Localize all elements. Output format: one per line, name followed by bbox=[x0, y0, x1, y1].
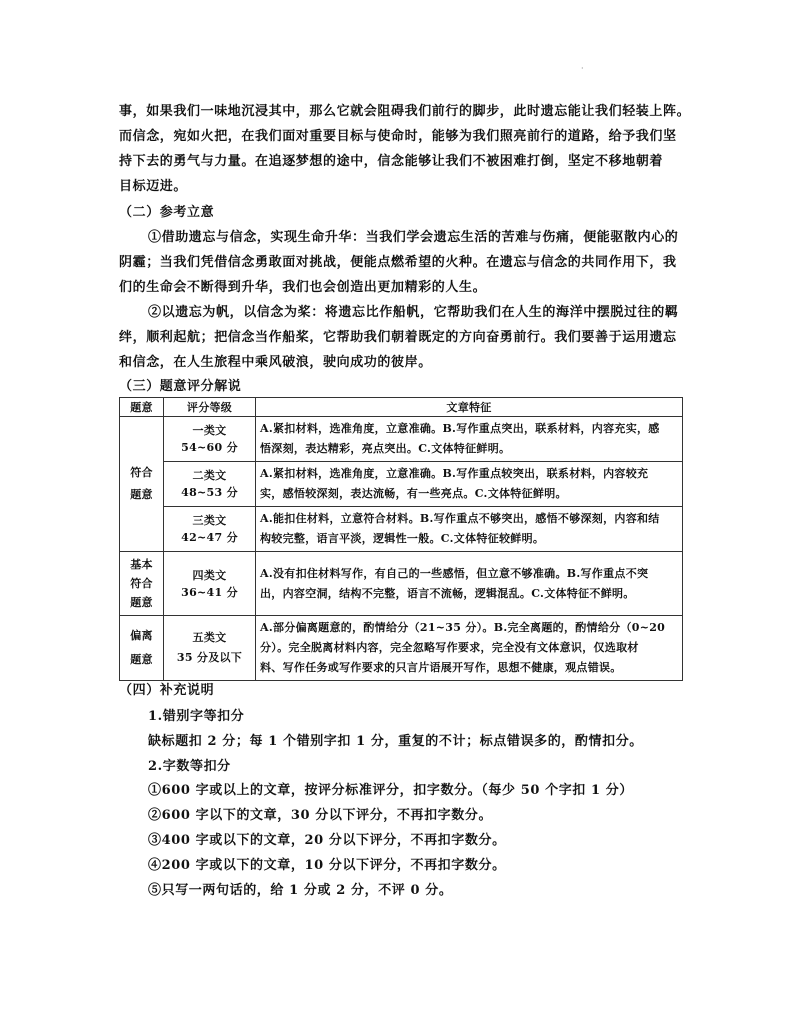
intro-line: 而信念，宛如火把，在我们面对重要目标与使命时，能够为我们照亮前行的道路，给予我们坚 bbox=[119, 129, 677, 144]
section-heading-reference-themes: （二）参考立意 bbox=[119, 205, 215, 220]
theme2-line: ②以遗忘为帆，以信念为桨：将遗忘比作船帆，它帮助我们在人生的海洋中摆脱过往的羁 bbox=[148, 305, 679, 320]
header-level: 评分等级 bbox=[164, 398, 256, 417]
table-row bbox=[120, 462, 683, 507]
level-cell: 四类文 36~41 分 bbox=[164, 552, 256, 616]
topic-cell: 基本 符合 题意 bbox=[120, 552, 164, 616]
topic-cell: 偏离 题意 bbox=[120, 616, 164, 681]
intro-line: 目标迈进。 bbox=[119, 179, 188, 194]
typo-deduction-text: 缺标题扣 2 分；每 1 个错别字扣 1 分，重复的不计；标点错误多的，酌情扣分。 bbox=[148, 734, 643, 749]
level-cell: 一类文 54~60 分 bbox=[164, 417, 256, 462]
section-heading-supplement: （四）补充说明 bbox=[119, 683, 215, 698]
level-cell: 二类文 48~53 分 bbox=[164, 462, 256, 507]
scoring-table bbox=[119, 397, 683, 681]
table-row bbox=[120, 417, 683, 462]
wordcount-rule: ①600 字或以上的文章，按评分标准评分，扣字数分。（每少 50 个字扣 1 分） bbox=[148, 783, 634, 798]
feature-cell: A.没有扣住材料写作，有自己的一些感悟，但立意不够准确。B.写作重点不突 出，内容空洞，结构不完整，语言不流畅，逻辑混乱。C.文体特征不鲜明。 bbox=[256, 552, 683, 616]
header-features: 文章特征 bbox=[256, 398, 683, 417]
theme1-line: ①借助遗忘与信念，实现生命升华：当我们学会遗忘生活的苦难与伤痛，便能驱散内心的 bbox=[148, 230, 679, 245]
intro-line: 事，如果我们一味地沉浸其中，那么它就会阻碍我们前行的脚步，此时遗忘能让我们轻装上阵。 bbox=[119, 104, 691, 119]
wordcount-rule: ②600 字以下的文章，30 分以下评分，不再扣字数分。 bbox=[148, 808, 493, 823]
table-row bbox=[120, 552, 683, 616]
subheading-typo-deduction: 1.错别字等扣分 bbox=[148, 709, 245, 724]
wordcount-rule: ③400 字或以下的文章，20 分以下评分，不再扣字数分。 bbox=[148, 833, 506, 848]
feature-cell: A.部分偏离题意的，酌情给分（21~35 分）。B.完全离题的，酌情给分（0~20 分）。完全脱离材料内容，完全忽略写作要求，完全没有文体意识，仅选取材 料、写作任务或写作要求的只言片语展开写作，思想不健康，观点错误。 bbox=[256, 616, 683, 681]
wordcount-rule: ⑤只写一两句话的，给 1 分或 2 分，不评 0 分。 bbox=[148, 883, 453, 898]
table-header-row bbox=[120, 398, 683, 417]
theme1-line: 们的生命会不断得到升华，我们也会创造出更加精彩的人生。 bbox=[119, 280, 487, 295]
subheading-wordcount-deduction: 2.字数等扣分 bbox=[148, 759, 231, 774]
table-row bbox=[120, 507, 683, 552]
feature-cell: A.紧扣材料，选准角度，立意准确。B.写作重点突出，联系材料，内容充实，感 悟深刻，表达精彩，亮点突出。C.文体特征鲜明。 bbox=[256, 417, 683, 462]
feature-cell: A.紧扣材料，选准角度，立意准确。B.写作重点较突出，联系材料，内容较充 实，感悟较深刻，表达流畅，有一些亮点。C.文体特征鲜明。 bbox=[256, 462, 683, 507]
wordcount-rule: ④200 字或以下的文章，10 分以下评分，不再扣字数分。 bbox=[148, 858, 506, 873]
topic-cell: 符合 题意 bbox=[120, 417, 164, 552]
section-heading-scoring: （三）题意评分解说 bbox=[119, 379, 242, 394]
theme1-line: 阴霾；当我们凭借信念勇敢面对挑战，便能点燃希望的火种。在遗忘与信念的共同作用下，我 bbox=[119, 255, 677, 270]
table-row bbox=[120, 616, 683, 681]
intro-line: 持下去的勇气与力量。在追逐梦想的途中，信念能够让我们不被困难打倒，坚定不移地朝着 bbox=[119, 154, 664, 169]
level-cell: 五类文 35 分及以下 bbox=[164, 616, 256, 681]
level-cell: 三类文 42~47 分 bbox=[164, 507, 256, 552]
page-marker: · bbox=[581, 64, 584, 73]
theme2-line: 绊，顺利起航；把信念当作船桨，它帮助我们朝着既定的方向奋勇前行。我们要善于运用遗忘 bbox=[119, 330, 677, 345]
feature-cell: A.能扣住材料，立意符合材料。B.写作重点不够突出，感悟不够深刻，内容和结 构较完整，语言平淡，逻辑性一般。C.文体特征较鲜明。 bbox=[256, 507, 683, 552]
header-topic: 题意 bbox=[120, 398, 164, 417]
theme2-line: 和信念，在人生旅程中乘风破浪，驶向成功的彼岸。 bbox=[119, 355, 432, 370]
